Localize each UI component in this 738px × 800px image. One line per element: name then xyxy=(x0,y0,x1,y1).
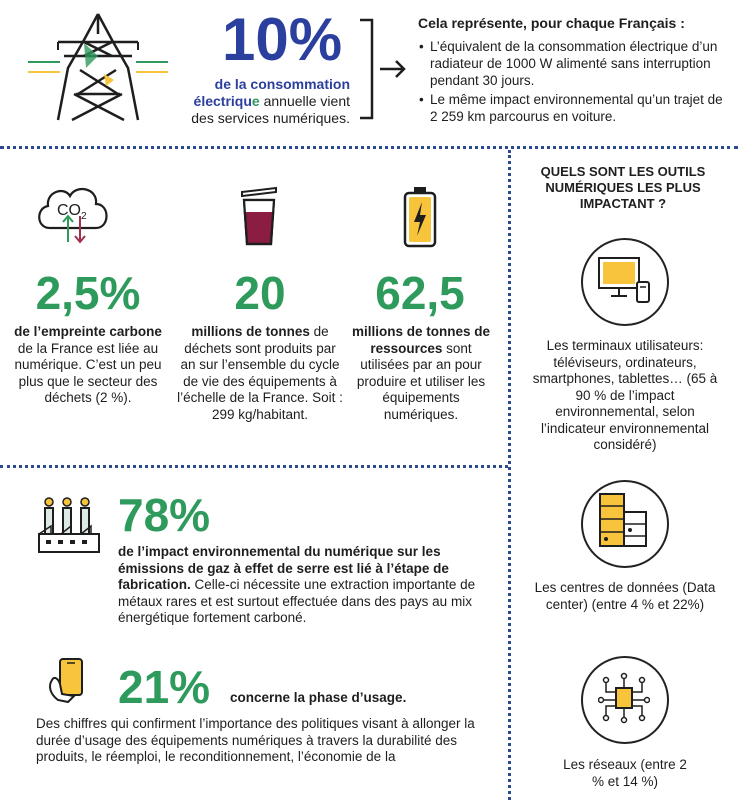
tv-computer-icon xyxy=(597,256,653,304)
top-caption-line3: des services numériques. xyxy=(191,110,350,126)
sidebar-title: QUELS SONT LES OUTILS NUMÉRIQUES LES PLUS IMPACTANT ? xyxy=(540,164,706,211)
sidebar-item-datacenters: Les centres de données (Data center) (entre 4 % et 22%) xyxy=(534,580,716,612)
factory-value: 78% xyxy=(118,489,211,541)
divider-middle xyxy=(0,465,508,468)
top-right-title: Cela représente, pour chaque Français : xyxy=(418,15,685,31)
factory-text xyxy=(118,544,488,627)
network-chip-icon xyxy=(598,672,650,724)
usage-value: 21% xyxy=(118,661,211,713)
co2-icon-label xyxy=(57,202,87,222)
co2-icon-text: CO xyxy=(57,202,81,219)
usage-text: Des chiffres qui confirment l’importance des politiques visant à allonger la durée d’usage des équipements numériques à travers la durabilité des produits, le réemploi, le reconditionnement, l’économie de la xyxy=(36,716,475,764)
top-caption-rest: annuelle vient xyxy=(259,93,350,109)
smartphone-hand-icon xyxy=(44,656,92,704)
power-pylon-icon xyxy=(28,10,168,128)
top-right-block xyxy=(418,14,730,125)
top-right-bullets xyxy=(418,38,730,125)
stat-waste-text xyxy=(176,324,344,423)
top-caption-green-e: e xyxy=(251,93,260,109)
top-caption-bold: de la consommation xyxy=(214,76,350,92)
top-big-percentage: 10% xyxy=(222,6,343,73)
stat-resources-value: 62,5 xyxy=(375,267,465,319)
stat-resources-text xyxy=(350,324,492,423)
stat-waste-bold: millions de tonnes xyxy=(191,324,310,339)
top-caption xyxy=(178,76,350,127)
trash-bin-icon xyxy=(236,182,282,248)
server-rack-icon xyxy=(598,492,650,550)
bullet-radiator: • L’équivalent de la consommation électrique d’un radiateur de 1000 W alimenté sans interruption pendant 30 jours. xyxy=(430,38,730,89)
co2-icon-sub: 2 xyxy=(81,211,87,223)
stat-resources-rest: sont utilisées par an pour produire et utiliser les équipements numériques. xyxy=(356,340,486,422)
stat-co2-bold: de l’empreinte carbone xyxy=(14,324,162,339)
top-caption-bold2: électriqu xyxy=(193,93,252,109)
stat-co2-value: 2,5% xyxy=(35,267,141,319)
factory-rest: Celle-ci nécessite une extraction importante de métaux rares et est surtout effectuée dans des pays au mix énergétique fortement carboné. xyxy=(118,577,476,625)
stat-co2-text xyxy=(10,324,166,407)
stat-resources-bold: millions de tonnes de ressources xyxy=(351,324,491,356)
stat-waste-value: 20 xyxy=(234,267,286,319)
sidebar-item-terminals: Les terminaux utilisateurs: téléviseurs, ordinateurs, smartphones, tablettes… (65 à 90 % de l’impact environnemental, selon l’indicateur environnemental considéré) xyxy=(532,338,718,452)
usage-tail: concerne la phase d’usage. xyxy=(230,690,407,705)
factory-bold: de l’impact environnemental du numérique sur les émissions de gaz à effet de serre est lié à l’étape de fabrication. xyxy=(118,544,449,592)
divider-top xyxy=(0,146,738,149)
sidebar-item-networks: Les réseaux (entre 2 % et 14 %) xyxy=(563,757,687,789)
bracket-arrow-icon xyxy=(358,18,410,122)
bullet-car-trip: • Le même impact environnemental qu’un trajet de 2 259 km parcourus en voiture. xyxy=(430,91,730,125)
stat-co2-rest: de la France est liée au numérique. C’est un peu plus que le secteur des déchets (2 %). xyxy=(14,340,162,405)
stat-waste-rest: de déchets sont produits par an sur l’ensemble du cycle de vie des équipements à l’échelle de la France. Soit : 299 kg/habitant. xyxy=(177,324,343,422)
divider-sidebar xyxy=(508,150,511,800)
battery-icon xyxy=(403,186,437,248)
factory-icon xyxy=(36,496,102,554)
